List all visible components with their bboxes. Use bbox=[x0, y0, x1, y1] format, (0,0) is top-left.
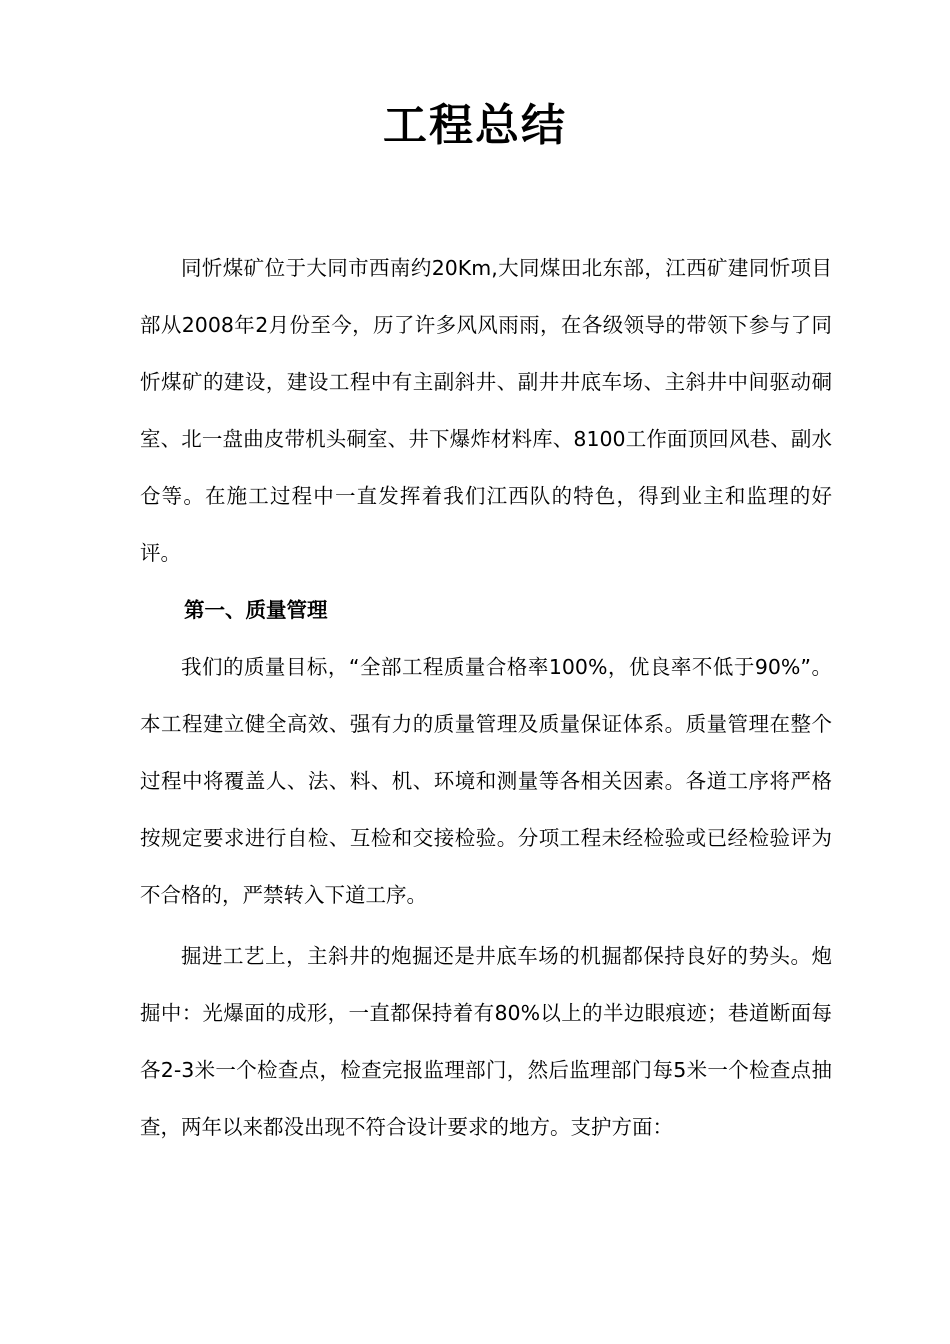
paragraph-intro: 同忻煤矿位于大同市西南约20Km,大同煤田北东部，江西矿建同忻项目部从2008年2月份至今，历了许多风风雨雨，在各级领导的带领下参与了同忻煤矿的建设，建设工程中有主副斜井、副井井底车场、主斜井中间驱动硐室、北一盘曲皮带机头硐室、井下爆炸材料库、8100工作面顶回风巷、副水仓等。在施工过程中一直发挥着我们江西队的特色，得到业主和监理的好评。 bbox=[140, 256, 832, 565]
section-heading-quality: 第一、质量管理 bbox=[184, 598, 328, 622]
paragraph-excavation: 掘进工艺上，主斜井的炮掘还是井底车场的机掘都保持良好的势头。炮掘中：光爆面的成形，一直都保持着有80%以上的半边眼痕迹；巷道断面每各2-3米一个检查点，检查完报监理部门，然后监理部门每5米一个检查点抽查，两年以来都没出现不符合设计要求的地方。支护方面： bbox=[140, 944, 832, 1139]
paragraph-quality-goal: 我们的质量目标，“全部工程质量合格率100%，优良率不低于90%”。本工程建立健全高效、强有力的质量管理及质量保证体系。质量管理在整个过程中将覆盖人、法、料、机、环境和测量等各相关因素。各道工序将严格按规定要求进行自检、互检和交接检验。分项工程未经检验或已经检验评为不合格的，严禁转入下道工序。 bbox=[140, 655, 832, 907]
document-title: 工程总结 bbox=[383, 100, 567, 151]
